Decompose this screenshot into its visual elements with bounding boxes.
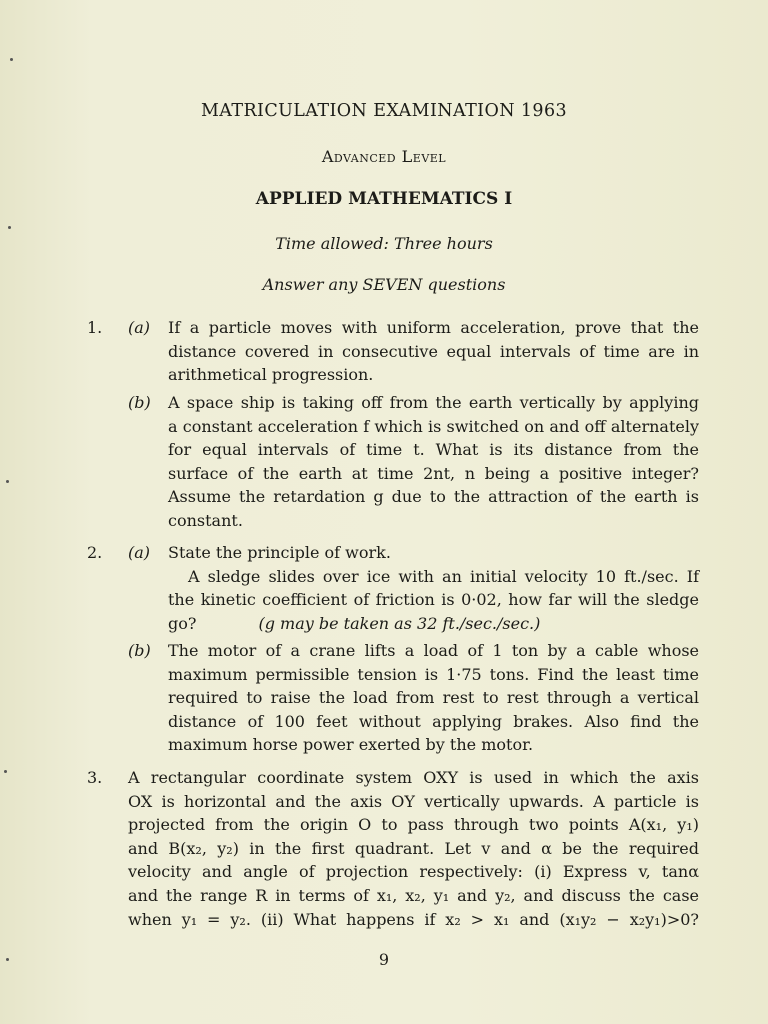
text-line: The motor of a crane lifts a load of 1 ton by a cable whose — [168, 641, 699, 660]
text-line: A rectangular coordinate system OXY is used in which the axis — [128, 768, 699, 787]
exam-level: Advanced Level — [321, 147, 447, 166]
text-line: velocity and angle of projection respectively: (i) Express v, tanα — [128, 862, 699, 882]
text-line: maximum permissible tension is 1·75 tons. Find the least time — [168, 664, 699, 684]
text-line: A sledge slides over ice with an initial velocity 10 ft./sec. If — [188, 566, 699, 586]
question-2a-text — [168, 541, 699, 635]
exam-title: MATRICULATION EXAMINATION 1963 — [200, 101, 568, 121]
time-allowed: Time allowed: Three hours — [275, 234, 493, 253]
question-2b-text — [168, 639, 699, 757]
text-line: arithmetical progression. — [168, 365, 374, 385]
question-number: 2. — [87, 543, 103, 562]
text-line — [168, 612, 699, 636]
question-1b-text — [168, 391, 699, 533]
text-line: State the principle of work. — [168, 543, 391, 562]
question-number: 3. — [87, 768, 103, 787]
page-number: 9 — [378, 950, 390, 969]
margin-mark — [4, 770, 7, 773]
text-line: surface of the earth at time 2nt, n being a positive integer? — [168, 463, 699, 483]
margin-mark — [6, 480, 9, 483]
question-number: 1. — [87, 318, 103, 337]
text-line: when y₁ = y₂. (ii) What happens if x₂ > x₁ and (x₁y₂ − x₂y₁)>0? — [128, 909, 699, 929]
question-3-text — [128, 766, 699, 931]
text-line: a constant acceleration f which is switched on and off alternately — [168, 416, 699, 436]
text-fragment: go? — [168, 613, 197, 633]
exam-subject: APPLIED MATHEMATICS I — [255, 189, 513, 209]
instructions: Answer any SEVEN questions — [262, 275, 506, 294]
text-line: and B(x₂, y₂) in the first quadrant. Let v and α be the required — [128, 838, 699, 858]
question-part-label: (b) — [128, 641, 151, 660]
question-part-label: (a) — [128, 318, 151, 337]
text-line: OX is horizontal and the axis OY vertically upwards. A particle is — [128, 791, 699, 811]
text-line: projected from the origin O to pass through two points A(x₁, y₁) — [128, 815, 699, 835]
note-text: (g may be taken as 32 ft./sec./sec.) — [258, 613, 541, 633]
text-line: constant. — [168, 510, 243, 530]
text-line: If a particle moves with uniform acceleration, prove that the — [168, 318, 699, 337]
text-line: for equal intervals of time t. What is its distance from the — [168, 440, 699, 460]
question-part-label: (a) — [128, 543, 151, 562]
text-line: and the range R in terms of x₁, x₂, y₁ and y₂, and discuss the case — [128, 885, 699, 905]
text-line: required to raise the load from rest to rest through a vertical — [168, 688, 699, 708]
text-line: Assume the retardation g due to the attraction of the earth is — [168, 487, 699, 507]
text-line: A space ship is taking off from the earth vertically by applying — [168, 393, 699, 412]
text-line: the kinetic coefficient of friction is 0·02, how far will the sledge — [168, 590, 699, 610]
text-line: maximum horse power exerted by the motor. — [168, 735, 534, 755]
text-line: distance of 100 feet without applying brakes. Also find the — [168, 711, 699, 731]
margin-mark — [10, 58, 13, 61]
margin-mark — [8, 226, 11, 229]
question-1a-text — [168, 316, 699, 387]
question-part-label: (b) — [128, 393, 151, 412]
text-line: distance covered in consecutive equal intervals of time are in — [168, 341, 699, 361]
